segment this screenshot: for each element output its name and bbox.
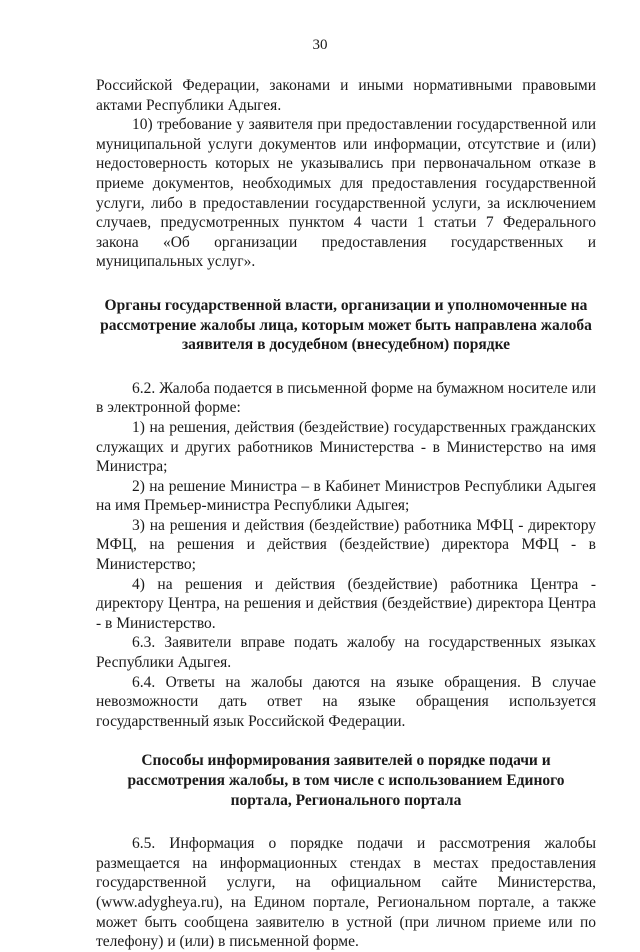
- spacer: [96, 810, 596, 834]
- section-heading-complaint-bodies: Органы государственной власти, организации и уполномоченные на рассмотрение жалобы лица, которым может быть направлена жалоба заявителя в досудебном (внесудебном) порядке: [100, 296, 592, 354]
- list-item-4: 4) на решения и действия (бездействие) работника Центра - директору Центра, на решения и действия (бездействие) директора Центра - в Министерство.: [96, 575, 596, 632]
- spacer: [96, 272, 596, 296]
- paragraph-item-10: 10) требование у заявителя при предоставлении государственной или муниципальной услуги документов или информации, отсутствие и (или) недостоверность которых не указывались при первоначальном отказе в приеме документов, необходимых для предоставления государственной услуги, либо в предоставлении государственной услуги, за исключением случаев, предусмотренных пунктом 4 части 1 статьи 7 Федерального закона «Об организации предоставления государственных и муниципальных услуг».: [96, 116, 596, 271]
- section-heading-informing-methods: Способы информирования заявителей о порядке подачи и рассмотрения жалобы, в том числе с использованием Единого портала, Регионального портала: [127, 752, 565, 809]
- paragraph-continuation: Российской Федерации, законами и иными нормативными правовыми актами Республики Адыгея.: [96, 77, 596, 114]
- spacer: [96, 731, 596, 751]
- document-body: [96, 76, 596, 952]
- list-item-3: 3) на решения и действия (бездействие) работника МФЦ - директору МФЦ, на решения и действия (бездействие) директора МФЦ - в Министерство;: [96, 516, 596, 574]
- page-number: 30: [312, 37, 328, 53]
- paragraph-6-3: 6.3. Заявители вправе подать жалобу на государственных языках Республики Адыгея.: [96, 634, 596, 672]
- paragraph-6-4: 6.4. Ответы на жалобы даются на языке обращения. В случае невозможности дать ответ на языке обращения используется государственный язык Российской Федерации.: [96, 673, 596, 730]
- paragraph-6-2: 6.2. Жалоба подается в письменной форме на бумажном носителе или в электронной форме:: [96, 379, 596, 417]
- spacer: [96, 355, 596, 379]
- list-item-2: 2) на решение Министра – в Кабинет Министров Республики Адыгея на имя Премьер-министра Республики Адыгея;: [96, 477, 596, 515]
- list-item-1: 1) на решения, действия (бездействие) государственных гражданских служащих и других работников Министерства - в Министерство на имя Министра;: [96, 418, 596, 476]
- paragraph-6-5: 6.5. Информация о порядке подачи и рассмотрения жалобы размещается на информационных стендах в местах предоставления государственной услуги, на официальном сайте Министерства, (www.adygheya.ru), на Едином портале, Региональном портале, а также может быть сообщена заявителю в устной (при личном приеме или по телефону) и (или) в письменной форме.: [96, 835, 596, 951]
